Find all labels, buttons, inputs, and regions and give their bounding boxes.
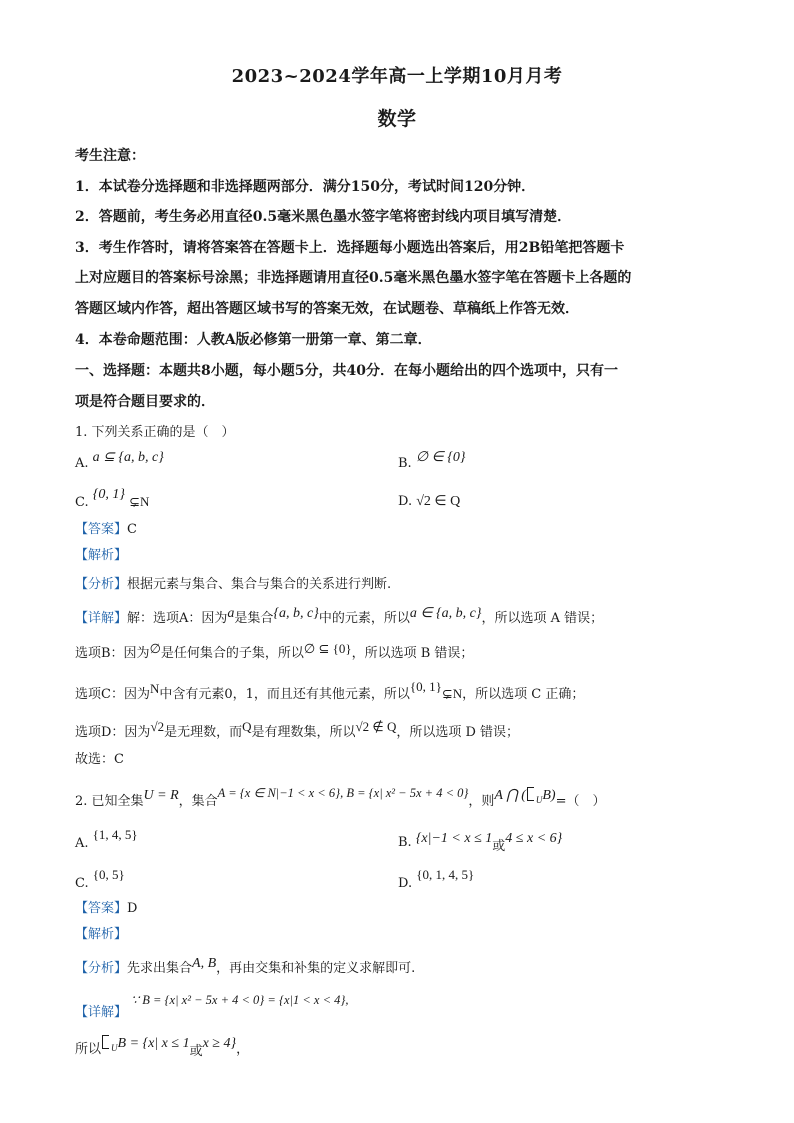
q1-detail-a-var: a <box>227 606 235 621</box>
q1-detail-c-text2: 中含有元素0，1，而且还有其他元素，所以 <box>159 687 410 702</box>
section-heading-2: 项是符合题目要求的． <box>75 394 215 410</box>
q1-answer-value: C <box>127 522 137 537</box>
q2-stem-text4: =（ ） <box>555 794 606 809</box>
q1-detail-a <box>75 606 744 629</box>
q2-fenxi-text1: 先求出集合 <box>127 961 193 976</box>
q1-option-a <box>75 450 164 474</box>
q2-c-label: C. <box>75 876 89 891</box>
q1-detail-d-sym: √2 <box>150 719 165 734</box>
q1-stem: 1. 下列关系正确的是（ ） <box>75 425 235 440</box>
q2-detail-math: ∵ B = {x| x² − 5x + 4 < 0} = {x|1 < x < 4}, <box>131 993 349 1007</box>
q2-fenxi-text2: ，再由交集和补集的定义求解即可. <box>216 961 416 976</box>
q1-c-math: {0, 1} <box>92 487 125 502</box>
q1-conclusion: 故选：C <box>75 752 124 767</box>
q1-detail-c-text3: ，所以选项 C 正确； <box>462 687 585 702</box>
q1-a-label: A. <box>75 456 89 471</box>
complement-icon-2 <box>101 1035 111 1049</box>
q1-fenxi <box>75 575 744 595</box>
q2-b-label: B. <box>398 835 412 850</box>
q2-so-end: x ≥ 4} <box>202 1036 237 1051</box>
q1-answer-tag: 【答案】 <box>75 522 128 537</box>
q1-detail-d-rel: √2 ∉ Q <box>355 719 397 734</box>
q2-option-c <box>75 867 125 894</box>
q2-stem-expr2: U <box>535 795 543 805</box>
q2-a-label: A. <box>75 836 89 851</box>
q1-detail-b-text1: 选项B：因为 <box>75 646 150 661</box>
q2-stem-sets: A = {x ∈ N|−1 < x < 6}, B = {x| x² − 5x + 4 < 0} <box>217 786 469 800</box>
q2-d-label: D. <box>398 876 413 891</box>
q1-detail-d-text2: 是无理数，而 <box>164 725 243 740</box>
q2-option-a <box>75 827 138 854</box>
q1-option-c <box>75 487 150 513</box>
q1-detail-c <box>75 679 744 705</box>
q1-detail-tag: 【详解】 <box>75 611 128 626</box>
q1-fenxi-tag: 【分析】 <box>75 577 128 592</box>
q1-b-math: ∅ ∈ {0} <box>415 450 466 465</box>
q2-analysis-tag: 【解析】 <box>75 927 128 942</box>
q1-detail-d-text4: ，所以选项 D 错误； <box>396 725 520 740</box>
q1-detail-c-sub: ⊊N <box>441 686 463 701</box>
q1-d-label: D. <box>398 494 413 509</box>
q1-detail-a-text2: 是集合 <box>234 611 274 626</box>
q1-analysis-tag: 【解析】 <box>75 548 128 563</box>
q2-stem-expr3: B) <box>542 788 556 803</box>
q2-stem-text1: 2. 已知全集 <box>75 794 144 809</box>
q1-detail-c-sym: N <box>149 681 160 696</box>
q1-detail-d-q: Q <box>242 719 252 734</box>
q1-detail-a-text1: 解：选项A：因为 <box>127 611 228 626</box>
q2-answer <box>75 899 744 919</box>
note-2: 2．答题前，考生务必用直径0.5毫米黑色墨水签字笔将密封线内项目填写清楚． <box>75 209 572 225</box>
q2-stem <box>75 786 744 812</box>
q2-detail-tag: 【详解】 <box>75 1005 128 1020</box>
q2-detail <box>75 993 744 1023</box>
q2-option-b <box>398 833 562 853</box>
q2-c-math: {0, 5} <box>92 867 125 882</box>
q2-so-sub: U <box>111 1043 118 1053</box>
q2-so-or: 或 <box>189 1044 203 1059</box>
q1-option-d <box>398 492 460 512</box>
q1-detail-b-text3: ，所以选项 B 错误； <box>351 646 474 661</box>
q2-fenxi <box>75 956 744 979</box>
notes-heading: 考生注意： <box>75 148 145 164</box>
q1-detail-d <box>75 719 744 743</box>
q2-so-comma: ， <box>236 1042 250 1057</box>
exam-title: 2023~2024学年高一上学期10月月考 <box>231 66 563 87</box>
q2-a-math: {1, 4, 5} <box>92 827 138 842</box>
q2-analysis <box>75 925 744 945</box>
q2-so-b: B = {x| x ≤ 1 <box>117 1036 190 1051</box>
q1-detail-a-rel: a ∈ {a, b, c} <box>409 606 482 621</box>
q2-b-math2: 4 ≤ x < 6} <box>505 831 563 846</box>
q2-so-text: 所以 <box>75 1042 102 1057</box>
q1-detail-d-text1: 选项D：因为 <box>75 725 151 740</box>
q1-detail-b-rel: ∅ ⊆ {0} <box>303 641 352 656</box>
q1-detail-c-rel: {0, 1} <box>409 679 442 694</box>
q2-stem-u: U = R <box>143 788 179 803</box>
q2-complement <box>75 1036 744 1060</box>
subject-title: 数学 <box>377 108 417 130</box>
q1-detail-b <box>75 643 744 664</box>
q1-fenxi-text: 根据元素与集合、集合与集合的关系进行判断. <box>127 577 392 592</box>
q1-detail-b-sym: ∅ <box>149 641 161 656</box>
q1-option-b <box>398 450 466 474</box>
q2-stem-text3: ，则 <box>468 794 495 809</box>
q1-detail-d-text3: 是有理数集，所以 <box>251 725 356 740</box>
note-3a: 3．考生作答时，请将答案答在答题卡上．选择题每小题选出答案后，用2B铅笔把答题卡 <box>75 240 625 256</box>
q1-detail-a-set: {a, b, c} <box>273 606 319 621</box>
note-4: 4．本卷命题范围：人教A版必修第一册第一章、第二章． <box>75 332 432 348</box>
q2-stem-text2: ，集合 <box>178 794 218 809</box>
q2-fenxi-sets: A, B <box>192 956 217 971</box>
q2-option-d <box>398 867 475 894</box>
q1-d-math: √2 ∈ Q <box>416 494 461 509</box>
q1-b-label: B. <box>398 456 412 471</box>
q2-answer-value: D <box>127 901 138 916</box>
q1-c-label: C. <box>75 495 89 510</box>
q2-answer-tag: 【答案】 <box>75 901 128 916</box>
note-3b: 上对应题目的答案标号涂黑；非选择题请用直径0.5毫米黑色墨水签字笔在答题卡上各题的 <box>75 270 632 286</box>
section-heading-1: 一、选择题：本题共8小题，每小题5分，共40分．在每小题给出的四个选项中，只有一 <box>75 363 618 379</box>
q1-detail-c-text1: 选项C：因为 <box>75 687 150 702</box>
q2-d-math: {0, 1, 4, 5} <box>416 867 475 882</box>
q1-a-math: a ⊆ {a, b, c} <box>92 450 164 465</box>
q2-b-or: 或 <box>492 839 506 854</box>
q2-fenxi-tag: 【分析】 <box>75 961 128 976</box>
q2-b-math1: {x|−1 < x ≤ 1 <box>415 831 493 846</box>
q1-detail-b-text2: 是任何集合的子集，所以 <box>160 646 304 661</box>
note-1: 1．本试卷分选择题和非选择题两部分．满分150分，考试时间120分钟． <box>75 179 536 195</box>
q1-answer <box>75 520 744 540</box>
q2-stem-expr1: A ⋂ ( <box>494 788 526 803</box>
q1-detail-a-text4: ，所以选项 A 错误； <box>481 611 604 626</box>
q1-analysis <box>75 546 744 566</box>
q1-detail-a-text3: 中的元素，所以 <box>318 611 410 626</box>
note-3c: 答题区域内作答，超出答题区域书写的答案无效，在试题卷、草稿纸上作答无效． <box>75 301 579 317</box>
q1-c-sym: ⊊N <box>129 494 150 509</box>
complement-icon <box>526 787 536 801</box>
